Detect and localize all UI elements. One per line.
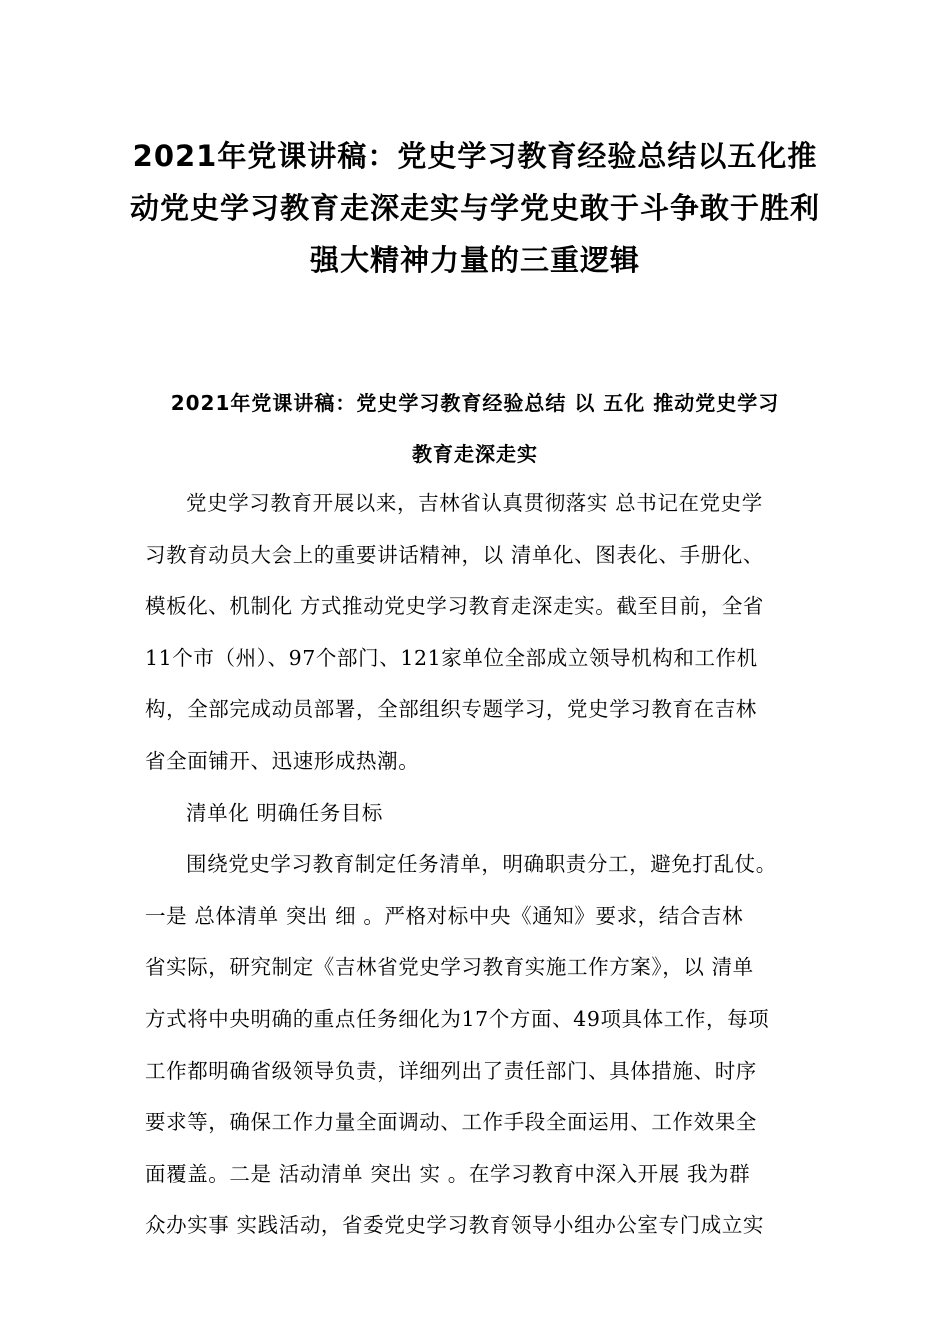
paragraph-line: 围绕党史学习教育制定任务清单，明确职责分工，避免打乱仗。 [186,852,777,877]
document-title [130,130,820,286]
paragraph-line: 省实际，研究制定《吉林省党史学习教育实施工作方案》，以 清单 [145,955,754,980]
paragraph-line: 11个市（州）、97个部门、121家单位全部成立领导机构和工作机 [145,645,758,670]
paragraph-line: 党史学习教育开展以来，吉林省认真贯彻落实 总书记在党史学 [186,491,763,515]
document-title-line-1: 2021年党课讲稿：党史学习教育经验总结以五化推 [132,139,818,173]
subheading: 清单化 明确任务目标 [186,800,384,825]
section-title-line-1: 2021年党课讲稿：党史学习教育经验总结 以 五化 推动党史学习 [170,391,780,415]
paragraph-line: 一是 总体清单 突出 细 。严格对标中央《通知》要求，结合吉林 [145,903,744,928]
paragraph-line: 面覆盖。二是 活动清单 突出 实 。在学习教育中深入开展 我为群 [145,1161,751,1186]
document-body [145,478,815,1252]
paragraph-line: 省全面铺开、迅速形成热潮。 [145,748,420,773]
section-title [130,378,820,480]
document-title-line-3: 强大精神力量的三重逻辑 [309,243,640,277]
paragraph-line: 工作都明确省级领导负责，详细列出了责任部门、具体措施、时序 [145,1058,757,1083]
paragraph-line: 众办实事 实践活动，省委党史学习教育领导小组办公室专门成立实 [145,1213,765,1238]
paragraph-line: 习教育动员大会上的重要讲话精神，以 清单化、图表化、手册化、 [145,542,765,567]
paragraph-line: 方式将中央明确的重点任务细化为17个方面、49项具体工作，每项 [145,1006,770,1031]
paragraph-line: 要求等，确保工作力量全面调动、工作手段全面运用、工作效果全 [145,1110,757,1135]
paragraph-line: 模板化、机制化 方式推动党史学习教育走深走实。截至目前，全省 [145,594,765,619]
document-title-line-2: 动党史学习教育走深走实与学党史敢于斗争敢于胜利 [130,191,821,225]
paragraph-line: 构，全部完成动员部署，全部组织专题学习，党史学习教育在吉林 [145,697,757,722]
section-title-line-2: 教育走深走实 [412,442,538,466]
